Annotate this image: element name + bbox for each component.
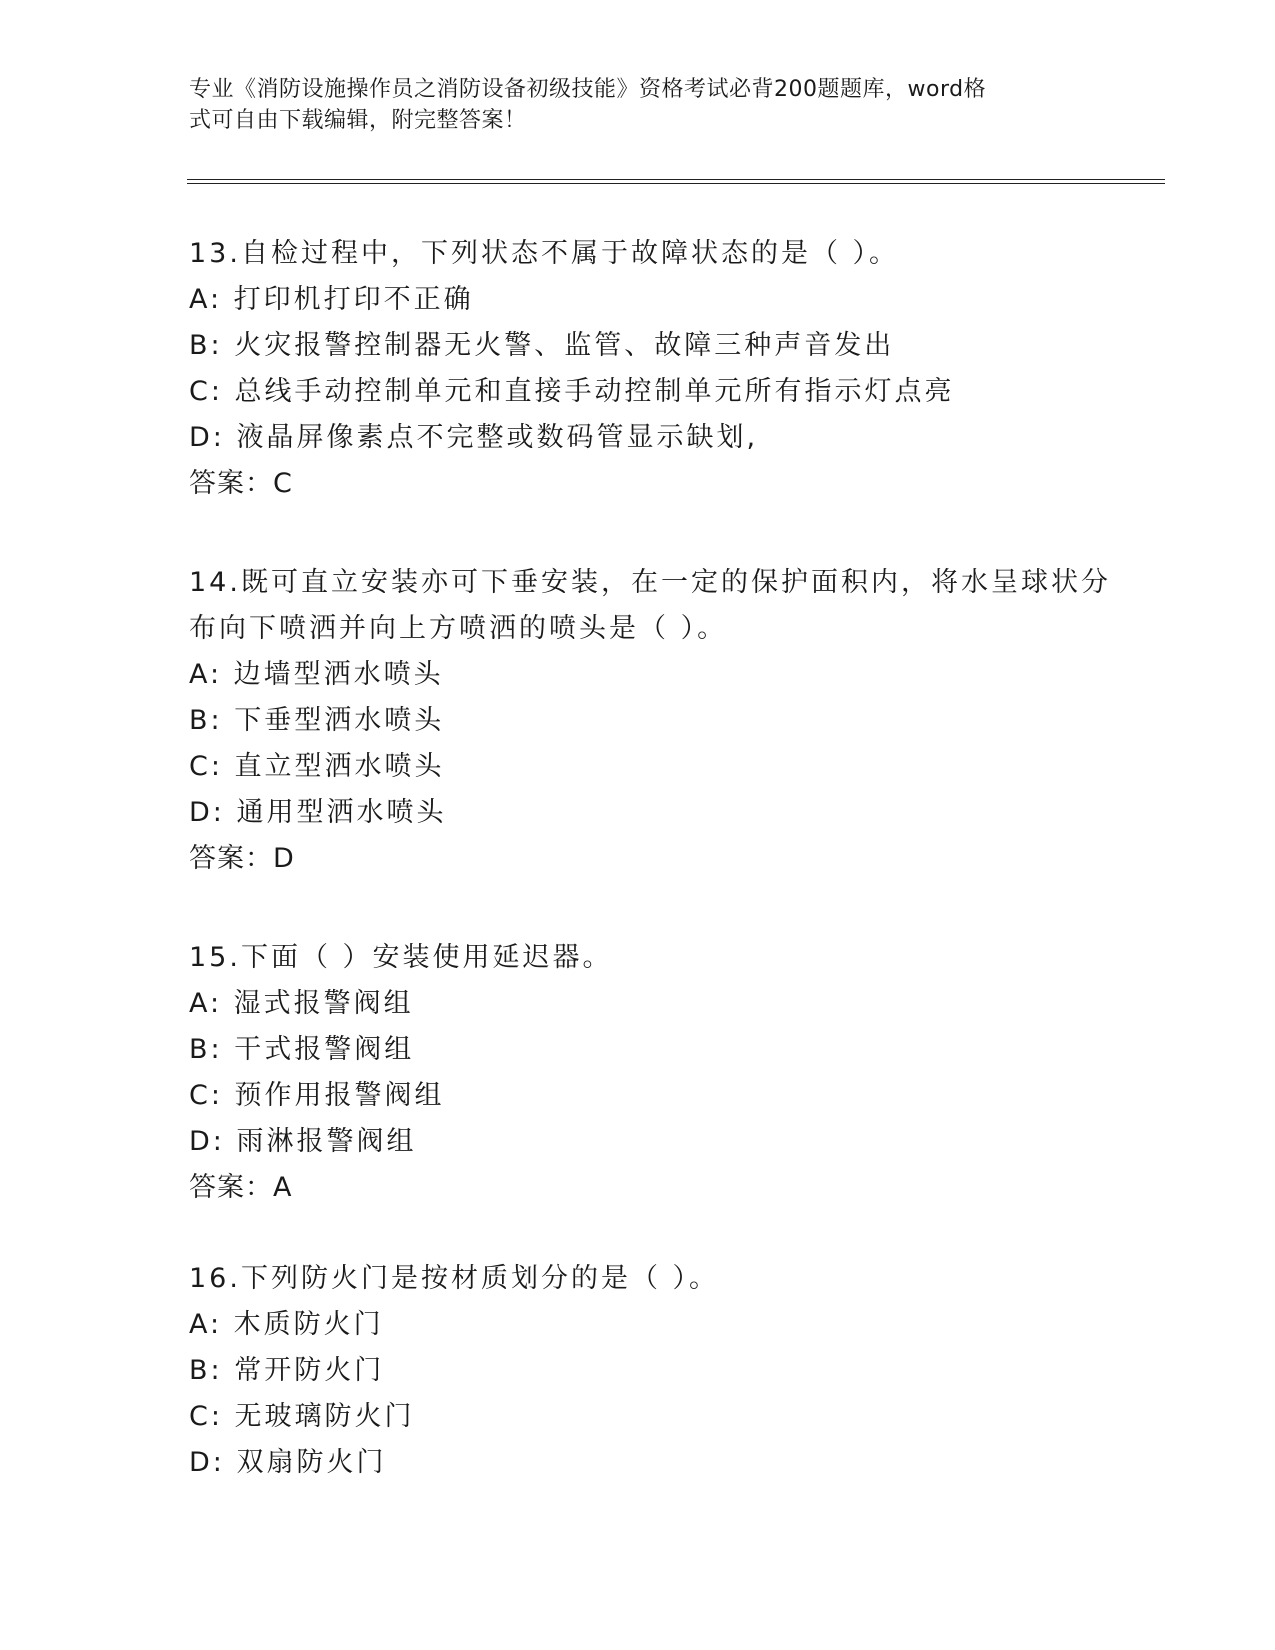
document-header	[189, 74, 1089, 136]
question-stem: 15.下面（ ）安装使用延迟器。	[189, 942, 613, 973]
option-d: D: 通用型洒水喷头	[189, 797, 447, 828]
question-14	[189, 560, 1109, 882]
option-a: A: 边墙型洒水喷头	[189, 659, 444, 690]
option-a: A: 木质防火门	[189, 1309, 384, 1340]
option-d: D: 液晶屏像素点不完整或数码管显示缺划,	[189, 422, 759, 453]
option-c: C: 直立型洒水喷头	[189, 751, 445, 782]
header-divider-top	[187, 179, 1165, 180]
option-b: B: 下垂型洒水喷头	[189, 705, 445, 736]
option-b: B: 干式报警阀组	[189, 1034, 415, 1065]
option-c: C: 无玻璃防火门	[189, 1401, 415, 1432]
question-stem: 13.自检过程中，下列状态不属于故障状态的是（ ）。	[189, 238, 900, 269]
option-b: B: 火灾报警控制器无火警、监管、故障三种声音发出	[189, 330, 895, 361]
header-line-2: 式可自由下载编辑，附完整答案！	[189, 108, 527, 133]
option-a: A: 湿式报警阀组	[189, 988, 414, 1019]
header-line-1: 专业《消防设施操作员之消防设备初级技能》资格考试必背200题题库，word格	[189, 77, 987, 102]
question-stem-continued: 布向下喷洒并向上方喷洒的喷头是（ ）。	[189, 613, 728, 644]
option-b: B: 常开防火门	[189, 1355, 385, 1386]
answer-label: 答案：C	[189, 468, 293, 499]
option-c: C: 预作用报警阀组	[189, 1080, 445, 1111]
question-13	[189, 231, 1109, 507]
question-stem: 16.下列防火门是按材质划分的是（ ）。	[189, 1263, 720, 1294]
question-16	[189, 1256, 1109, 1486]
option-c: C: 总线手动控制单元和直接手动控制单元所有指示灯点亮	[189, 376, 955, 407]
question-stem: 14.既可直立安装亦可下垂安装，在一定的保护面积内，将水呈球状分	[189, 567, 1111, 598]
answer-label: 答案：D	[189, 843, 295, 874]
answer-label: 答案：A	[189, 1172, 293, 1203]
question-15	[189, 935, 1109, 1211]
option-a: A: 打印机打印不正确	[189, 284, 474, 315]
option-d: D: 双扇防火门	[189, 1447, 387, 1478]
header-divider-bottom	[187, 183, 1165, 184]
option-d: D: 雨淋报警阀组	[189, 1126, 417, 1157]
